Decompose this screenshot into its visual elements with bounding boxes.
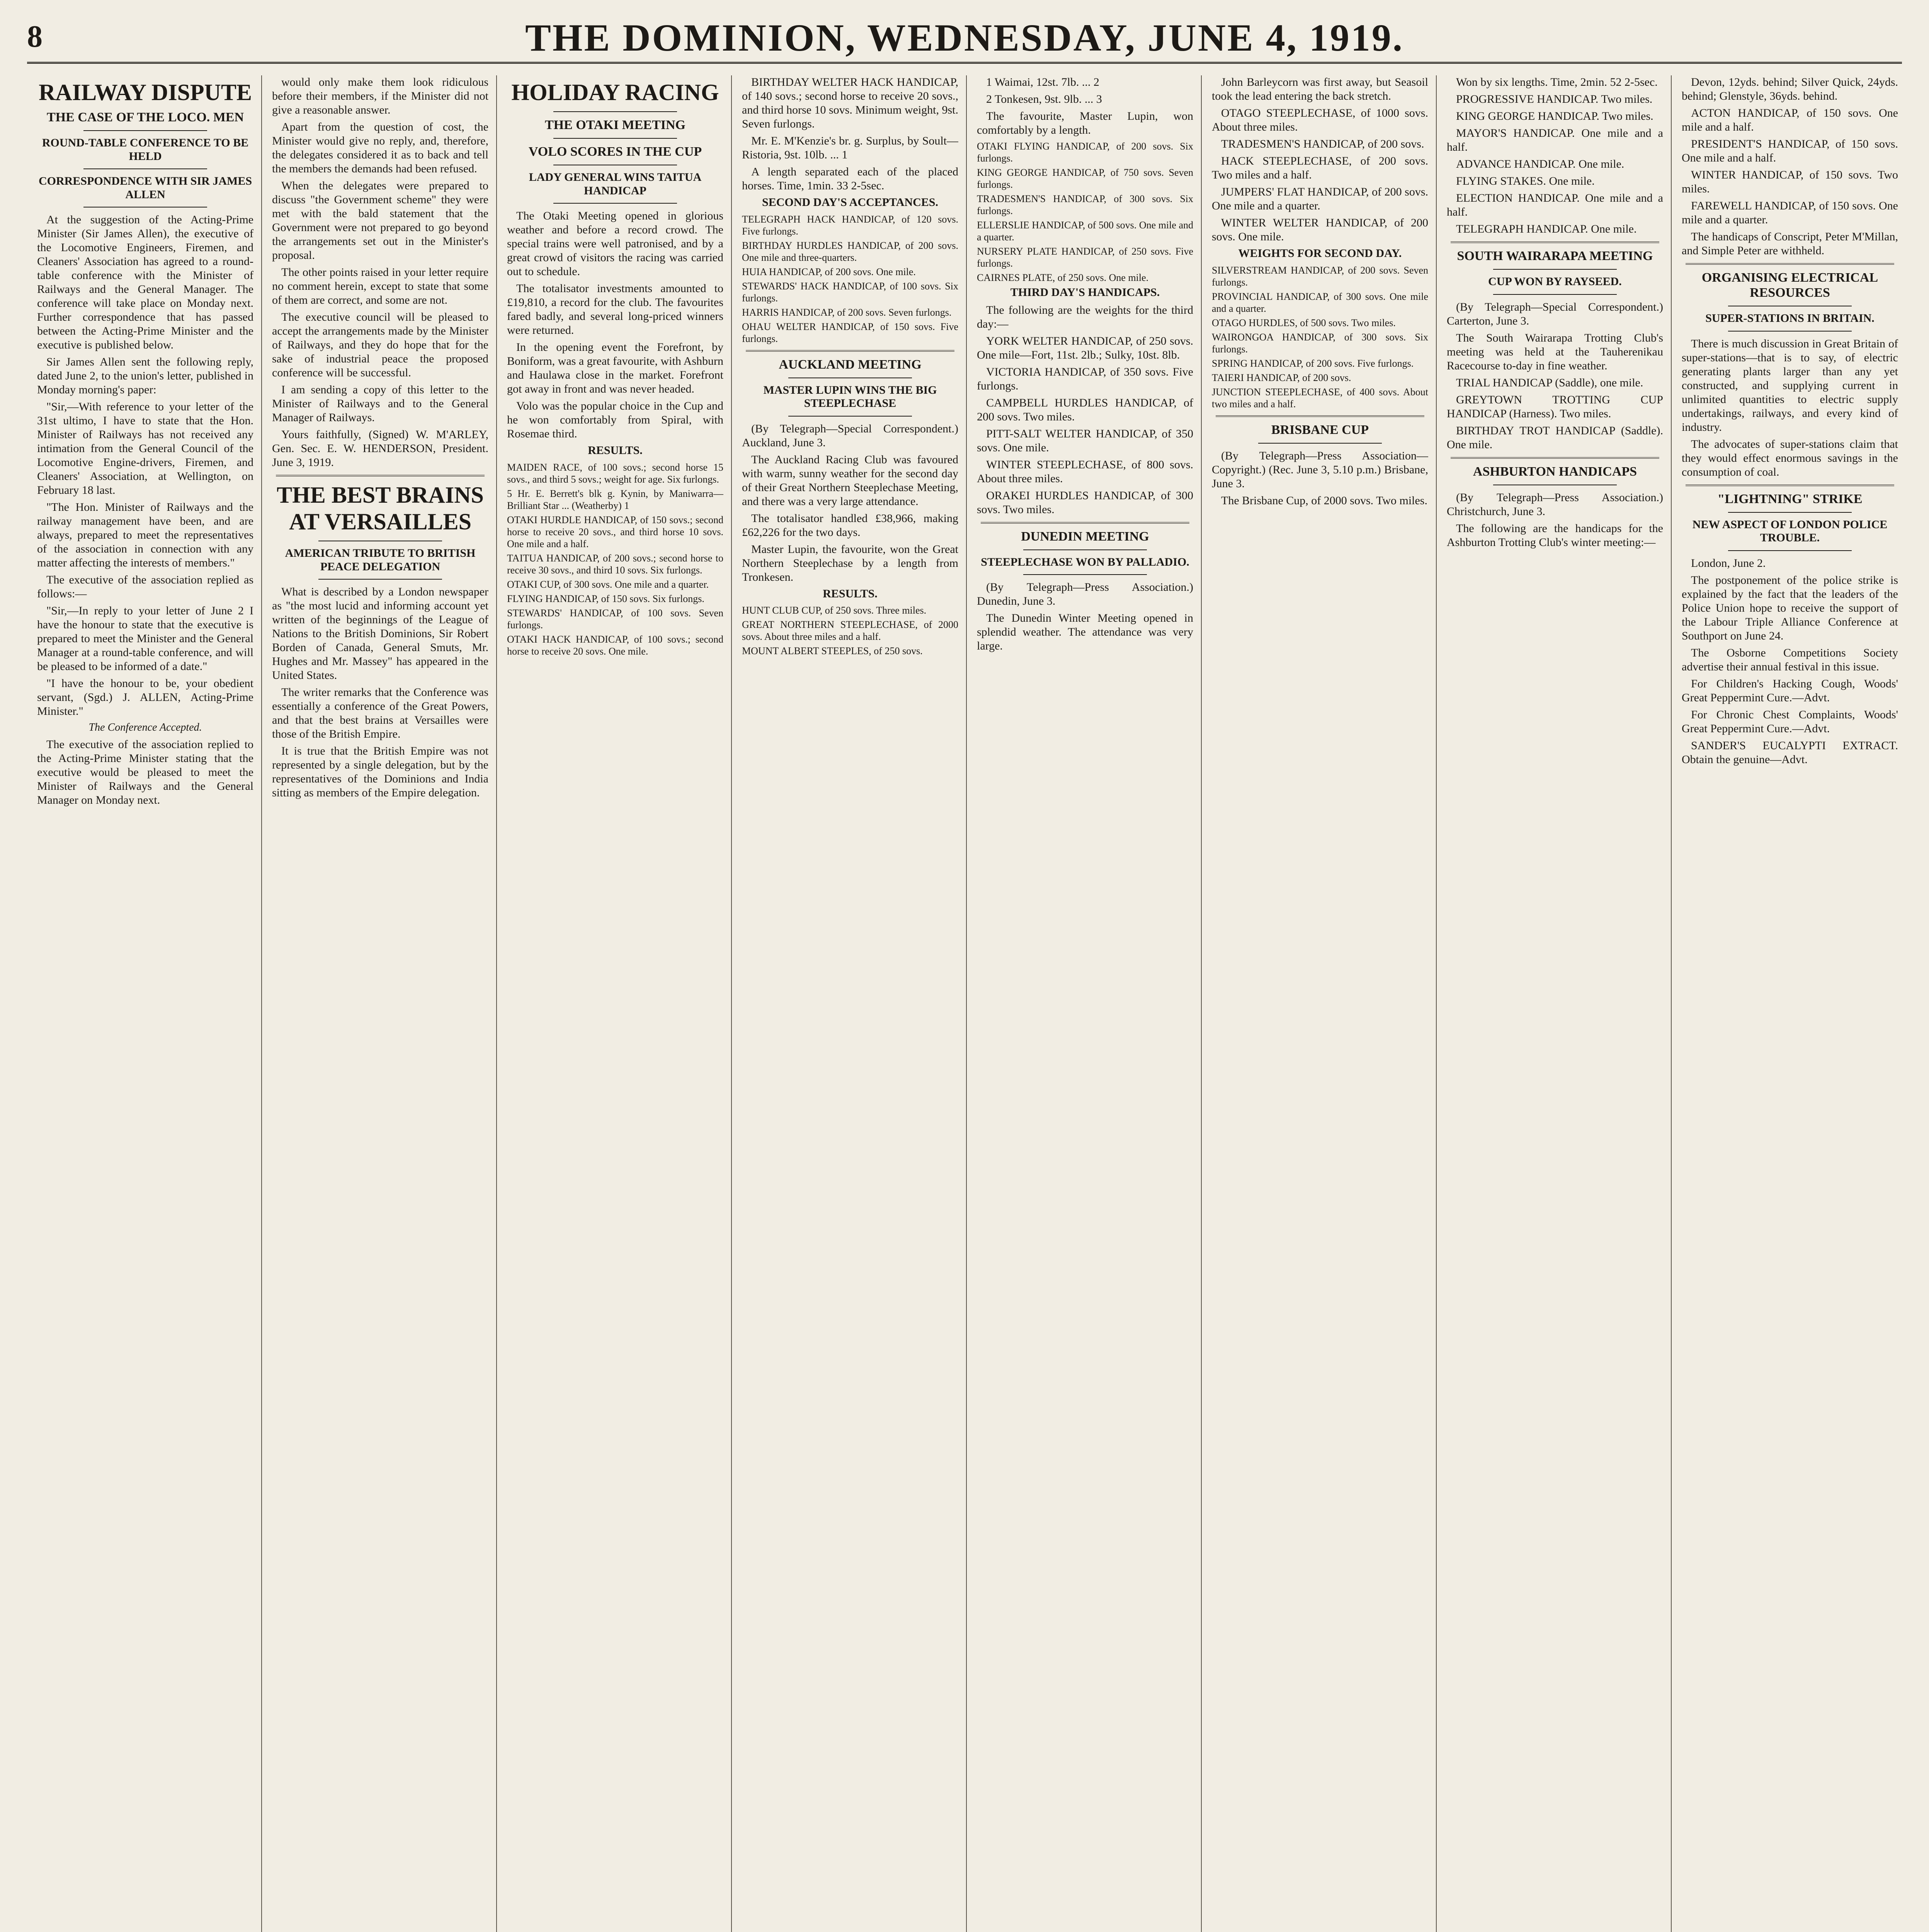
article-paragraph: John Barleycorn was first away, but Seasoil took the lead entering the back stretch. [1212, 76, 1428, 102]
article-paragraph: "Sir,—In reply to your letter of June 2 I have the honour to state that the executive is prepared to meet the Minister and the General Manager at a round-table conference, and will be pleased to be informed of a date." [37, 604, 253, 673]
results-heading: RESULTS. [823, 587, 878, 600]
article-paragraph: TELEGRAPH HANDICAP. One mile. [1456, 223, 1637, 235]
column-4 [742, 75, 958, 1932]
article-paragraph: I am sending a copy of this letter to the Minister of Railways and to the General Manager of Railways. [272, 383, 488, 424]
column-rule [261, 75, 262, 1932]
article-paragraph: The postponement of the police strike is explained by the fact that the leaders of the Police Union hope to receive the support of the Labour Triple Alliance Conference at Southport on June 24. [1682, 573, 1898, 642]
column-1 [37, 75, 253, 1932]
result-entry: MOUNT ALBERT STEEPLES, of 250 sovs. [742, 645, 923, 657]
column-6 [1212, 75, 1428, 1932]
headline: "LIGHTNING" STRIKE [1717, 492, 1863, 506]
list-item: JUNCTION STEEPLECHASE, of 400 sovs. About two miles and a half. [1212, 386, 1428, 410]
article-paragraph: PROGRESSIVE HANDICAP. Two miles. [1456, 93, 1653, 105]
article-paragraph: PRESIDENT'S HANDICAP, of 150 sovs. One mile and a half. [1682, 138, 1898, 164]
subheadline: THE OTAKI MEETING [545, 118, 686, 132]
column-rule [731, 75, 732, 1932]
headline: THE BEST BRAINS AT VERSAILLES [277, 482, 484, 534]
article-paragraph: TRIAL HANDICAP (Saddle), one mile. [1456, 376, 1643, 389]
list-item: HARRIS HANDICAP, of 200 sovs. Seven furlongs. [742, 306, 952, 318]
list-item: TAIERI HANDICAP, of 200 sovs. [1212, 372, 1351, 383]
article-paragraph: ACTON HANDICAP, of 150 sovs. One mile and a half. [1682, 107, 1898, 133]
article-paragraph: The executive council will be pleased to accept the arrangements made by the Minister of Railways, and they do hope that for the sake of industrial peace the proposed conference will be successful. [272, 311, 488, 379]
article-paragraph: Apart from the question of cost, the Minister would give no reply, and, therefore, the delegates considered it as to back and tell the members the demands had been refused. [272, 121, 488, 175]
article-paragraph: GREYTOWN TROTTING CUP HANDICAP (Harness). Two miles. [1447, 393, 1663, 420]
article-paragraph: What is described by a London newspaper as "the most lucid and informing account yet written of the beginnings of the League of Nations to the British Dominions, Sir Robert Borden of Canada, General Smuts, Mr. Hughes and Mr. Massey" has appeared in the United States. [272, 585, 488, 682]
article-paragraph: The Auckland Racing Club was favoured with warm, sunny weather for the second day of their Great Northern Steeplechase Meeting, and there was a very large attendance. [742, 453, 958, 508]
article-paragraph: ADVANCE HANDICAP. One mile. [1456, 158, 1625, 170]
section-heading: THIRD DAY'S HANDICAPS. [1010, 286, 1160, 299]
result-entry: STEWARDS' HANDICAP, of 100 sovs. Seven furlongs. [507, 607, 723, 631]
deck: AMERICAN TRIBUTE TO BRITISH PEACE DELEGATION [285, 547, 476, 573]
result-entry: HUNT CLUB CUP, of 250 sovs. Three miles. [742, 605, 927, 616]
column-3 [507, 75, 723, 1932]
article-paragraph: PITT-SALT WELTER HANDICAP, of 350 sovs. One mile. [977, 427, 1193, 454]
article-paragraph: There is much discussion in Great Britain of super-stations—that is to say, of electric generating plants larger than any yet constructed, and supplying current in unlimited quantities to electric supply undertakings, railways, and every kind of industry. [1682, 337, 1898, 434]
article-paragraph: The writer remarks that the Conference was essentially a conference of the Great Powers, and that the best brains at Versailles were those of the British Empire. [272, 686, 488, 740]
article-paragraph: MAYOR'S HANDICAP. One mile and a half. [1447, 127, 1663, 153]
article-paragraph: Mr. E. M'Kenzie's br. g. Surplus, by Soult—Ristoria, 9st. 10lb. ... 1 [742, 134, 958, 161]
article-paragraph: CAMPBELL HURDLES HANDICAP, of 200 sovs. Two miles. [977, 396, 1193, 423]
deck: MASTER LUPIN WINS THE BIG STEEPLECHASE [763, 383, 937, 410]
article-paragraph: YORK WELTER HANDICAP, of 250 sovs. One mile—Fort, 11st. 2lb.; Sulky, 10st. 8lb. [977, 334, 1193, 361]
article-paragraph: OTAGO STEEPLECHASE, of 1000 sovs. About three miles. [1212, 107, 1428, 133]
list-item: TRADESMEN'S HANDICAP, of 300 sovs. Six furlongs. [977, 193, 1193, 216]
result-entry: 5 Hr. E. Berrett's blk g. Kynin, by Maniwarra—Brilliant Star ... (Weatherby) 1 [507, 488, 723, 511]
article-paragraph: The Osborne Competitions Society advertise their annual festival in this issue. [1682, 646, 1898, 673]
article-paragraph: HACK STEEPLECHASE, of 200 sovs. Two miles and a half. [1212, 155, 1428, 181]
article-paragraph: At the suggestion of the Acting-Prime Minister (Sir James Allen), the executive of the Locomotive Engineers, Firemen, and Cleaners' Association has agreed to a round-table conference with the Minister of Railways and the General Manager. The conference will take place on Monday next. Further correspondence that has passed between the Acting-Prime Minister and the executive is published below. [37, 213, 253, 352]
result-entry: MAIDEN RACE, of 100 sovs.; second horse 15 sovs., and third 5 sovs.; weight for age. Six furlongs. [507, 461, 723, 485]
result-entry: OTAKI CUP, of 300 sovs. One mile and a quarter. [507, 578, 709, 590]
list-item: TELEGRAPH HACK HANDICAP, of 120 sovs. Five furlongs. [742, 213, 958, 237]
article-paragraph: TRADESMEN'S HANDICAP, of 200 sovs. [1221, 138, 1424, 150]
article-paragraph: "I have the honour to be, your obedient servant, (Sgd.) J. ALLEN, Acting-Prime Minister." [37, 677, 253, 718]
article-paragraph: VICTORIA HANDICAP, of 350 sovs. Five furlongs. [977, 365, 1193, 392]
article-paragraph: WINTER WELTER HANDICAP, of 200 sovs. One mile. [1212, 216, 1428, 243]
list-item: SPRING HANDICAP, of 200 sovs. Five furlongs. [1212, 357, 1414, 369]
article-paragraph: WINTER STEEPLECHASE, of 800 sovs. About three miles. [977, 458, 1193, 485]
column-rule [1436, 75, 1437, 1932]
article-paragraph: The Brisbane Cup, of 2000 sovs. Two miles. [1221, 494, 1427, 507]
column-rule [1671, 75, 1672, 1932]
article-paragraph: The totalisator investments amounted to £19,810, a record for the club. The favourites fared badly, and several long-priced winners were returned. [507, 282, 723, 337]
list-item: BIRTHDAY HURDLES HANDICAP, of 200 sovs. One mile and three-quarters. [742, 240, 958, 263]
deck: SUPER-STATIONS IN BRITAIN. [1705, 312, 1875, 325]
article-paragraph: Yours faithfully, (Signed) W. M'ARLEY, Gen. Sec. E. W. HENDERSON, President. June 3, 1919. [272, 428, 488, 469]
list-item: OHAU WELTER HANDICAP, of 150 sovs. Five furlongs. [742, 321, 958, 344]
article-paragraph: would only make them look ridiculous before their members, if the Minister did not give a reasonable answer. [272, 76, 488, 116]
article-paragraph: The executive of the association replied to the Acting-Prime Minister stating that the executive would be pleased to meet the Minister of Railways and the General Manager on Monday next. [37, 738, 253, 807]
column-8 [1682, 75, 1898, 1932]
article-paragraph: The favourite, Master Lupin, won comfortably by a length. [977, 110, 1193, 136]
article-paragraph: (By Telegraph—Press Association—Copyright.) (Rec. June 3, 5.10 p.m.) Brisbane, June 3. [1212, 449, 1428, 490]
deck: CORRESPONDENCE WITH SIR JAMES ALLEN [38, 175, 252, 201]
section-heading: WEIGHTS FOR SECOND DAY. [1238, 247, 1402, 260]
masthead [27, 15, 1902, 64]
article-paragraph: The other points raised in your letter require no comment herein, except to state that some of them are correct, and some are not. [272, 266, 488, 306]
article-paragraph: 2 Tonkesen, 9st. 9lb. ... 3 [986, 93, 1102, 105]
article-paragraph: Devon, 12yds. behind; Silver Quick, 24yds. behind; Glenstyle, 36yds. behind. [1682, 76, 1898, 102]
article-paragraph: For Children's Hacking Cough, Woods' Great Peppermint Cure.—Advt. [1682, 677, 1898, 704]
article-paragraph: Won by six lengths. Time, 2min. 52 2-5sec. [1456, 76, 1658, 88]
article-paragraph: (By Telegraph—Special Correspondent.) Carterton, June 3. [1447, 300, 1663, 327]
headline: RAILWAY DISPUTE [39, 80, 252, 105]
deck: LADY GENERAL WINS TAITUA HANDICAP [529, 171, 702, 197]
headline: ASHBURTON HANDICAPS [1473, 464, 1637, 479]
article-paragraph: The executive of the association replied as follows:— [37, 573, 253, 600]
column-rule [496, 75, 497, 1932]
article-paragraph: (By Telegraph—Special Correspondent.) Auckland, June 3. [742, 422, 958, 449]
article-paragraph: (By Telegraph—Press Association.) Dunedin, June 3. [977, 581, 1193, 608]
article-paragraph: Volo was the popular choice in the Cup and he won comfortably from Spiral, with Rosemae third. [507, 400, 723, 440]
paper-title: THE DOMINION, WEDNESDAY, JUNE 4, 1919. [525, 16, 1404, 59]
article-paragraph: In the opening event the Forefront, by Boniform, was a great favourite, with Ashburn and Haulawa close in the market. Forefront got away in front and was never headed. [507, 341, 723, 396]
list-item: STEWARDS' HACK HANDICAP, of 100 sovs. Six furlongs. [742, 280, 958, 304]
article-paragraph: The following are the handicaps for the Ashburton Trotting Club's winter meeting:— [1447, 522, 1663, 549]
column-rule [1201, 75, 1202, 1932]
headline: ORGANISING ELECTRICAL RESOURCES [1701, 270, 1878, 300]
article-paragraph: "Sir,—With reference to your letter of the 31st ultimo, I have to state that the Hon. Minister of Railways has not received any intimation from the General Council of the Locomotive Engine-drivers, Firemen, and Cleaners' Association, at Wellington, on February 18 last. [37, 400, 253, 497]
column-5 [977, 75, 1193, 1932]
deck: ROUND-TABLE CONFERENCE TO BE HELD [42, 136, 249, 163]
subheadline: THE CASE OF THE LOCO. MEN [46, 110, 244, 124]
headline: BRISBANE CUP [1271, 422, 1369, 437]
article-paragraph: The advocates of super-stations claim that they would effect enormous savings in the consumption of coal. [1682, 437, 1898, 478]
list-item: PROVINCIAL HANDICAP, of 300 sovs. One mile and a quarter. [1212, 291, 1428, 314]
article-paragraph: The totalisator handled £38,966, making £62,226 for the two days. [742, 512, 958, 539]
article-paragraph: The handicaps of Conscript, Peter M'Millan, and Simple Peter are withheld. [1682, 230, 1898, 257]
list-item: WAIRONGOA HANDICAP, of 300 sovs. Six furlongs. [1212, 331, 1428, 355]
article-paragraph: FAREWELL HANDICAP, of 150 sovs. One mile and a quarter. [1682, 199, 1898, 226]
results-heading: RESULTS. [588, 444, 643, 457]
list-item: HUIA HANDICAP, of 200 sovs. One mile. [742, 266, 916, 277]
result-entry: GREAT NORTHERN STEEPLECHASE, of 2000 sovs. About three miles and a half. [742, 619, 958, 643]
article-paragraph: It is true that the British Empire was not represented by a single delegation, but by the representatives of the Dominions and India sitting as members of the Empire delegation. [272, 745, 488, 799]
article-paragraph: FLYING STAKES. One mile. [1456, 175, 1595, 187]
article-paragraph: A length separated each of the placed horses. Time, 1min. 33 2-5sec. [742, 165, 958, 192]
article-paragraph: London, June 2. [1691, 556, 1766, 570]
article-paragraph: (By Telegraph—Press Association.) Christchurch, June 3. [1447, 491, 1663, 518]
column-2 [272, 75, 488, 1932]
list-item: OTAGO HURDLES, of 500 sovs. Two miles. [1212, 317, 1396, 328]
article-paragraph: The following are the weights for the third day:— [977, 303, 1193, 330]
list-item: KING GEORGE HANDICAP, of 750 sovs. Seven furlongs. [977, 167, 1193, 190]
column-rule [966, 75, 967, 1932]
article-paragraph: WINTER HANDICAP, of 150 sovs. Two miles. [1682, 168, 1898, 195]
article-paragraph: BIRTHDAY TROT HANDICAP (Saddle). One mile. [1447, 424, 1663, 451]
deck: NEW ASPECT OF LONDON POLICE TROUBLE. [1692, 518, 1888, 544]
result-entry: FLYING HANDICAP, of 150 sovs. Six furlongs. [507, 593, 704, 604]
headline: SOUTH WAIRARAPA MEETING [1457, 249, 1653, 263]
article-paragraph: Master Lupin, the favourite, won the Great Northern Steeplechase by a length from Tronkesen. [742, 543, 958, 583]
article-paragraph: The South Wairarapa Trotting Club's meeting was held at the Tauherenikau Racecourse to-day in fine weather. [1447, 331, 1663, 372]
article-paragraph: When the delegates were prepared to discuss "the Government scheme" they were met with the bald statement that the Government were not prepared to go beyond the arrangements set out in the Minister's proposal. [272, 179, 488, 262]
list-item: OTAKI FLYING HANDICAP, of 200 sovs. Six furlongs. [977, 141, 1193, 164]
headline: HOLIDAY RACING [511, 80, 719, 105]
article-paragraph: KING GEORGE HANDICAP. Two miles. [1456, 110, 1653, 122]
list-item: SILVERSTREAM HANDICAP, of 200 sovs. Seven furlongs. [1212, 264, 1428, 288]
article-paragraph: The Dunedin Winter Meeting opened in splendid weather. The attendance was very large. [977, 612, 1193, 653]
article-paragraph: BIRTHDAY WELTER HACK HANDICAP, of 140 sovs.; second horse to receive 20 sovs., and third horse 10 sovs. Minimum weight, 9st. Seven furlongs. [742, 76, 958, 130]
result-entry: TAITUA HANDICAP, of 200 sovs.; second horse to receive 30 sovs., and third 10 sovs. Six furlongs. [507, 552, 723, 576]
article-paragraph: The Otaki Meeting opened in glorious weather and before a record crowd. The special trains were well patronised, and by a great crowd of visitors the racing was carried out to schedule. [507, 209, 723, 278]
article-paragraph: SANDER'S EUCALYPTI EXTRACT. Obtain the genuine—Advt. [1682, 739, 1898, 766]
deck: CUP WON BY RAYSEED. [1488, 275, 1622, 288]
article-paragraph: For Chronic Chest Complaints, Woods' Great Peppermint Cure.—Advt. [1682, 708, 1898, 735]
article-paragraph: ORAKEI HURDLES HANDICAP, of 300 sovs. Two miles. [977, 489, 1193, 516]
section-heading: SECOND DAY'S ACCEPTANCES. [762, 196, 938, 209]
article-paragraph: JUMPERS' FLAT HANDICAP, of 200 sovs. One mile and a quarter. [1212, 185, 1428, 212]
list-item: ELLERSLIE HANDICAP, of 500 sovs. One mile and a quarter. [977, 219, 1193, 243]
page-number: 8 [27, 20, 43, 54]
result-entry: OTAKI HURDLE HANDICAP, of 150 sovs.; second horse to receive 20 sovs., and third horse 10 sovs. One mile and a half. [507, 514, 723, 549]
article-paragraph: "The Hon. Minister of Railways and the railway management have been, and are always, prepared to meet the representatives of the association in connection with any matter affecting the interests of members." [37, 501, 253, 570]
article-paragraph: ELECTION HANDICAP. One mile and a half. [1447, 192, 1663, 218]
deck: VOLO SCORES IN THE CUP [528, 145, 702, 159]
article-paragraph: Sir James Allen sent the following reply, dated June 2, to the union's letter, published in Monday morning's paper: [37, 355, 253, 396]
list-item: CAIRNES PLATE, of 250 sovs. One mile. [977, 272, 1149, 283]
list-item: NURSERY PLATE HANDICAP, of 250 sovs. Five furlongs. [977, 246, 1193, 269]
deck: STEEPLECHASE WON BY PALLADIO. [981, 555, 1189, 568]
column-7 [1447, 75, 1663, 1932]
article-paragraph: 1 Waimai, 12st. 7lb. ... 2 [986, 76, 1099, 88]
result-entry: OTAKI HACK HANDICAP, of 100 sovs.; second horse to receive 20 sovs. One mile. [507, 633, 723, 657]
headline: DUNEDIN MEETING [1021, 529, 1149, 544]
headline: AUCKLAND MEETING [779, 357, 922, 372]
section-subhead: The Conference Accepted. [88, 721, 202, 734]
